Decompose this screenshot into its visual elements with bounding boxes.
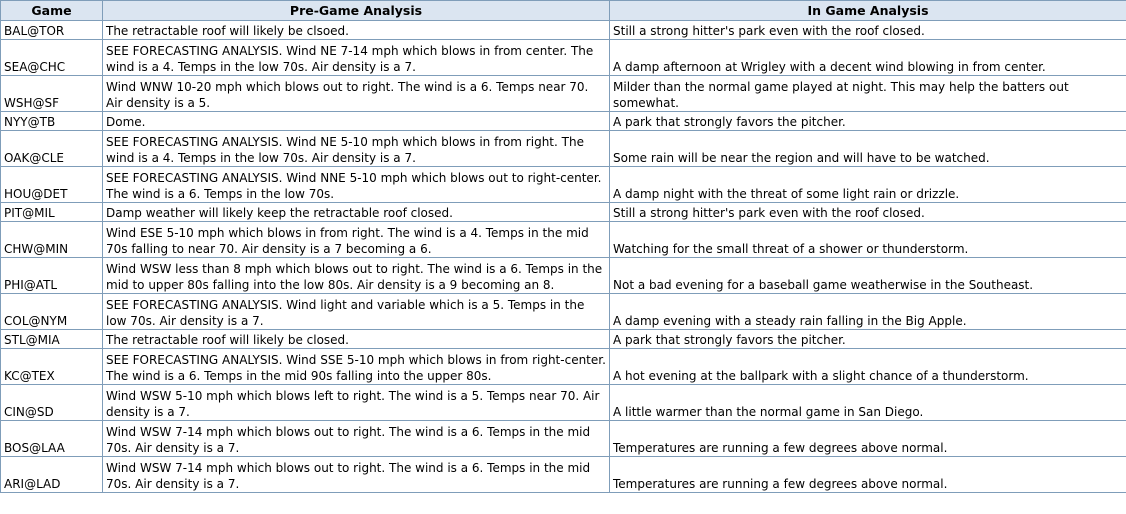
table-row [1, 167, 1126, 203]
table-row [1, 385, 1126, 421]
pre-game-cell: Wind WSW 7-14 mph which blows out to right. The wind is a 6. Temps in the mid 70s. Air density is a 7. [103, 421, 610, 457]
table-row [1, 40, 1126, 76]
table-row [1, 457, 1126, 493]
pre-game-cell: SEE FORECASTING ANALYSIS. Wind NE 7-14 mph which blows in from center. The wind is a 4. Temps in the low 70s. Air density is a 7. [103, 40, 610, 76]
table-body [1, 21, 1126, 493]
pre-game-cell: Wind WNW 10-20 mph which blows out to right. The wind is a 6. Temps near 70. Air density is a 5. [103, 76, 610, 112]
pre-game-cell: Dome. [103, 112, 610, 131]
in-game-cell: A hot evening at the ballpark with a slight chance of a thunderstorm. [610, 349, 1126, 385]
pre-game-cell: Wind WSW 5-10 mph which blows left to right. The wind is a 5. Temps near 70. Air density is a 7. [103, 385, 610, 421]
game-cell: STL@MIA [1, 330, 103, 349]
in-game-cell: A park that strongly favors the pitcher. [610, 330, 1126, 349]
game-cell: BOS@LAA [1, 421, 103, 457]
pre-game-cell: The retractable roof will likely be closed. [103, 330, 610, 349]
in-game-cell: A damp night with the threat of some light rain or drizzle. [610, 167, 1126, 203]
table-header [1, 1, 1126, 21]
table-row [1, 21, 1126, 40]
game-cell: NYY@TB [1, 112, 103, 131]
game-cell: CHW@MIN [1, 222, 103, 258]
table-row [1, 294, 1126, 330]
in-game-cell: Not a bad evening for a baseball game weatherwise in the Southeast. [610, 258, 1126, 294]
pre-game-cell: Wind WSW less than 8 mph which blows out to right. The wind is a 6. Temps in the mid to upper 80s falling into the low 80s. Air density is a 9 becoming an 8. [103, 258, 610, 294]
pre-game-cell: Wind ESE 5-10 mph which blows in from right. The wind is a 4. Temps in the mid 70s falling to near 70. Air density is a 7 becoming a 6. [103, 222, 610, 258]
table-row [1, 330, 1126, 349]
header-row [1, 1, 1126, 21]
game-cell: KC@TEX [1, 349, 103, 385]
game-cell: HOU@DET [1, 167, 103, 203]
game-cell: COL@NYM [1, 294, 103, 330]
in-game-cell: Still a strong hitter's park even with the roof closed. [610, 203, 1126, 222]
table-row [1, 112, 1126, 131]
pre-game-cell: SEE FORECASTING ANALYSIS. Wind light and variable which is a 5. Temps in the low 70s. Air density is a 7. [103, 294, 610, 330]
in-game-cell: A damp afternoon at Wrigley with a decent wind blowing in from center. [610, 40, 1126, 76]
in-game-cell: Temperatures are running a few degrees above normal. [610, 421, 1126, 457]
game-cell: OAK@CLE [1, 131, 103, 167]
pre-game-cell: The retractable roof will likely be clsoed. [103, 21, 610, 40]
game-cell: PIT@MIL [1, 203, 103, 222]
in-game-cell: Still a strong hitter's park even with the roof closed. [610, 21, 1126, 40]
table-row [1, 421, 1126, 457]
game-cell: WSH@SF [1, 76, 103, 112]
game-cell: ARI@LAD [1, 457, 103, 493]
in-game-cell: Milder than the normal game played at night. This may help the batters out somewhat. [610, 76, 1126, 112]
in-game-cell: Temperatures are running a few degrees above normal. [610, 457, 1126, 493]
table-row [1, 76, 1126, 112]
game-cell: SEA@CHC [1, 40, 103, 76]
table-row [1, 349, 1126, 385]
pre-game-cell: SEE FORECASTING ANALYSIS. Wind NNE 5-10 mph which blows out to right-center. The wind is a 6. Temps in the low 70s. [103, 167, 610, 203]
game-cell: PHI@ATL [1, 258, 103, 294]
in-game-cell: Some rain will be near the region and will have to be watched. [610, 131, 1126, 167]
in-game-cell: A damp evening with a steady rain falling in the Big Apple. [610, 294, 1126, 330]
header-in-game-analysis: In Game Analysis [610, 1, 1126, 21]
in-game-cell: Watching for the small threat of a shower or thunderstorm. [610, 222, 1126, 258]
header-game: Game [1, 1, 103, 21]
in-game-cell: A park that strongly favors the pitcher. [610, 112, 1126, 131]
pre-game-cell: SEE FORECASTING ANALYSIS. Wind SSE 5-10 mph which blows in from right-center. The wind is a 6. Temps in the mid 90s falling into the upper 80s. [103, 349, 610, 385]
game-cell: CIN@SD [1, 385, 103, 421]
table-row [1, 258, 1126, 294]
table-row [1, 203, 1126, 222]
pre-game-cell: Damp weather will likely keep the retractable roof closed. [103, 203, 610, 222]
in-game-cell: A little warmer than the normal game in San Diego. [610, 385, 1126, 421]
pre-game-cell: Wind WSW 7-14 mph which blows out to right. The wind is a 6. Temps in the mid 70s. Air density is a 7. [103, 457, 610, 493]
table-row [1, 131, 1126, 167]
pre-game-cell: SEE FORECASTING ANALYSIS. Wind NE 5-10 mph which blows in from right. The wind is a 4. Temps in the low 70s. Air density is a 7. [103, 131, 610, 167]
game-cell: BAL@TOR [1, 21, 103, 40]
header-pre-game-analysis: Pre-Game Analysis [103, 1, 610, 21]
table-row [1, 222, 1126, 258]
